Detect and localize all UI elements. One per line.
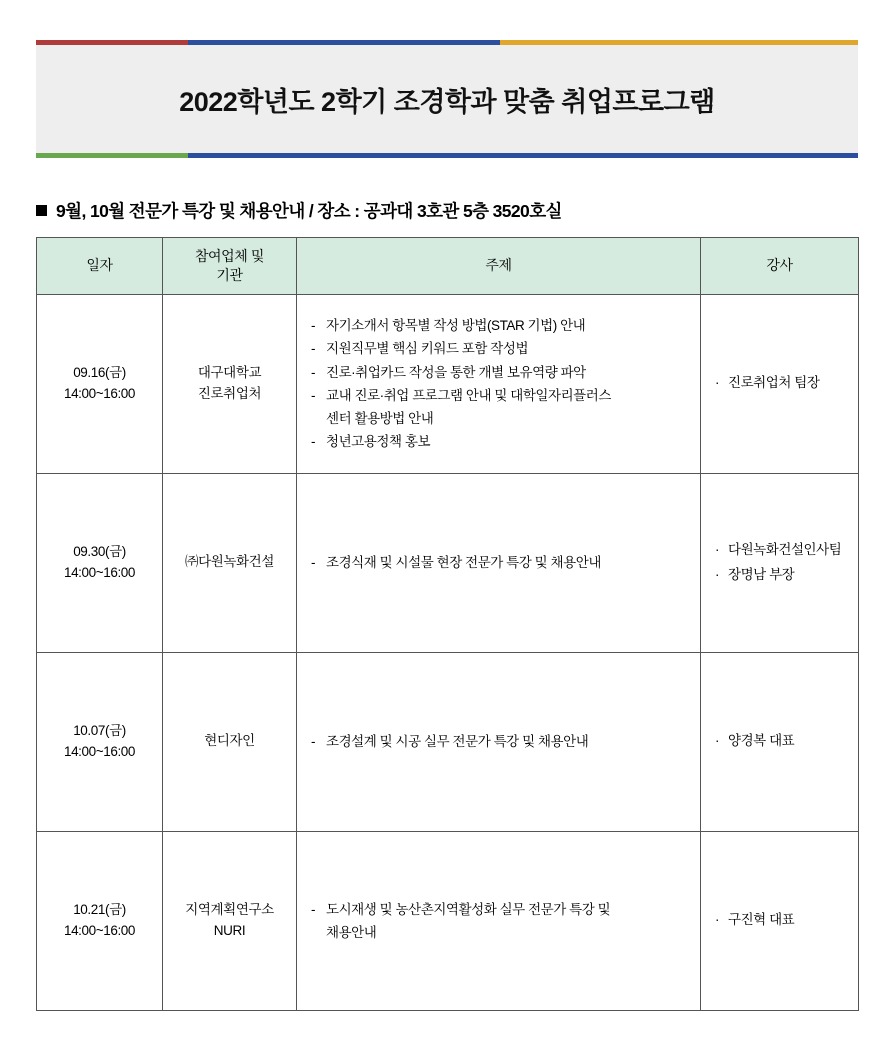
dot-icon: ·	[715, 912, 720, 928]
lecturer-item	[715, 563, 848, 588]
topic-text: 교내 진로·취업 프로그램 안내 및 대학일자리플러스	[326, 387, 611, 403]
lecturer-item	[715, 538, 848, 563]
column-header-date: 일자	[37, 238, 163, 295]
topic-item	[311, 898, 688, 944]
lecturer-list	[715, 729, 848, 754]
organization-line1: 대구대학교	[197, 364, 262, 380]
column-header-organization-line2: 기관	[216, 266, 243, 283]
black-square-icon	[36, 205, 47, 216]
table-row	[37, 831, 859, 1010]
cell-lecturer	[701, 473, 859, 652]
lecturer-text: 양경복 대표	[728, 733, 795, 749]
topic-list	[311, 898, 688, 944]
banner-top-segment-blue	[188, 40, 500, 45]
dash-icon: -	[311, 555, 316, 571]
banner-top-rule	[36, 40, 858, 45]
organization-line1: 현디자인	[204, 733, 255, 749]
dash-icon: -	[311, 364, 316, 380]
date-line1: 09.30(금)	[73, 543, 126, 559]
dot-icon: ·	[715, 566, 720, 582]
topic-text: 진로·취업카드 작성을 통한 개별 보유역량 파악	[326, 364, 586, 380]
cell-organization	[163, 831, 297, 1010]
cell-lecturer	[701, 652, 859, 831]
lecturer-text: 장명남 부장	[728, 566, 795, 582]
section-heading	[36, 198, 858, 223]
date-line1: 10.21(금)	[73, 901, 126, 917]
cell-organization	[163, 652, 297, 831]
cell-organization	[163, 294, 297, 473]
section-heading-text: 9월, 10월 전문가 특강 및 채용안내 / 장소 : 공과대 3호관 5층 3520호실	[56, 201, 562, 221]
date-line2: 14:00~16:00	[63, 564, 136, 580]
banner-top-segment-red	[36, 40, 188, 45]
dash-icon: -	[311, 341, 316, 357]
page-title: 2022학년도 2학기 조경학과 맞춤 취업프로그램	[179, 86, 715, 117]
column-header-organization	[163, 238, 297, 295]
lecturer-item	[715, 908, 848, 933]
topic-text: 자기소개서 항목별 작성 방법(STAR 기법) 안내	[326, 318, 586, 334]
topic-item	[311, 314, 688, 337]
lecturer-item	[715, 371, 848, 396]
topic-text: 조경설계 및 시공 실무 전문가 특강 및 채용안내	[326, 734, 589, 750]
schedule-table	[36, 237, 859, 1011]
lecturer-list	[715, 538, 848, 588]
title-banner	[36, 40, 858, 158]
topic-item	[311, 361, 688, 384]
lecturer-item	[715, 729, 848, 754]
column-header-organization-line1: 참여업체 및	[194, 248, 265, 264]
topic-text-continued: 센터 활용방법 안내	[326, 411, 434, 426]
cell-date	[37, 473, 163, 652]
topic-item	[311, 430, 688, 453]
banner-top-segment-gold	[500, 40, 858, 45]
topic-list	[311, 551, 688, 574]
cell-topic	[297, 831, 701, 1010]
topic-item	[311, 384, 688, 430]
date-line2: 14:00~16:00	[63, 922, 136, 938]
date-line2: 14:00~16:00	[63, 385, 136, 401]
banner-body	[36, 45, 858, 153]
topic-list	[311, 730, 688, 753]
date-line1: 09.16(금)	[73, 364, 126, 380]
cell-organization	[163, 473, 297, 652]
column-header-lecturer: 강사	[701, 238, 859, 295]
lecturer-list	[715, 371, 848, 396]
topic-text: 지원직무별 핵심 키워드 포함 작성법	[326, 341, 529, 357]
topic-item	[311, 730, 688, 753]
lecturer-text: 진로취업처 팀장	[728, 375, 820, 391]
lecturer-text: 구진혁 대표	[728, 912, 795, 928]
topic-text: 청년고용정책 홍보	[326, 434, 431, 450]
cell-topic	[297, 294, 701, 473]
lecturer-text: 다원녹화건설인사팀	[728, 541, 842, 557]
table-row	[37, 294, 859, 473]
topic-item	[311, 551, 688, 574]
dot-icon: ·	[715, 375, 720, 391]
topic-text-continued: 채용안내	[326, 924, 377, 940]
table-row	[37, 473, 859, 652]
dash-icon: -	[311, 318, 316, 334]
banner-bottom-segment-green	[36, 153, 188, 158]
lecturer-list	[715, 908, 848, 933]
banner-bottom-rule	[36, 153, 858, 158]
dash-icon: -	[311, 434, 316, 450]
document-page	[0, 40, 894, 1038]
date-line2: 14:00~16:00	[63, 743, 136, 759]
topic-text: 도시재생 및 농산촌지역활성화 실무 전문가 특강 및	[326, 901, 611, 917]
cell-lecturer	[701, 294, 859, 473]
dot-icon: ·	[715, 541, 720, 557]
dash-icon: -	[311, 734, 316, 750]
organization-line2: 진로취업처	[197, 385, 262, 401]
cell-topic	[297, 473, 701, 652]
cell-date	[37, 294, 163, 473]
column-header-topic: 주제	[297, 238, 701, 295]
organization-line2: NURI	[213, 922, 246, 938]
table-row	[37, 652, 859, 831]
table-header-row	[37, 238, 859, 295]
topic-text: 조경식재 및 시설물 현장 전문가 특강 및 채용안내	[326, 555, 601, 571]
date-line1: 10.07(금)	[73, 722, 126, 738]
dash-icon: -	[311, 901, 316, 917]
cell-topic	[297, 652, 701, 831]
cell-lecturer	[701, 831, 859, 1010]
banner-bottom-segment-blue	[188, 153, 858, 158]
topic-item	[311, 337, 688, 360]
dot-icon: ·	[715, 733, 720, 749]
organization-line1: ㈜다원녹화건설	[185, 554, 274, 570]
topic-list	[311, 314, 688, 453]
dash-icon: -	[311, 387, 316, 403]
organization-line1: 지역계획연구소	[185, 901, 274, 917]
cell-date	[37, 652, 163, 831]
cell-date	[37, 831, 163, 1010]
